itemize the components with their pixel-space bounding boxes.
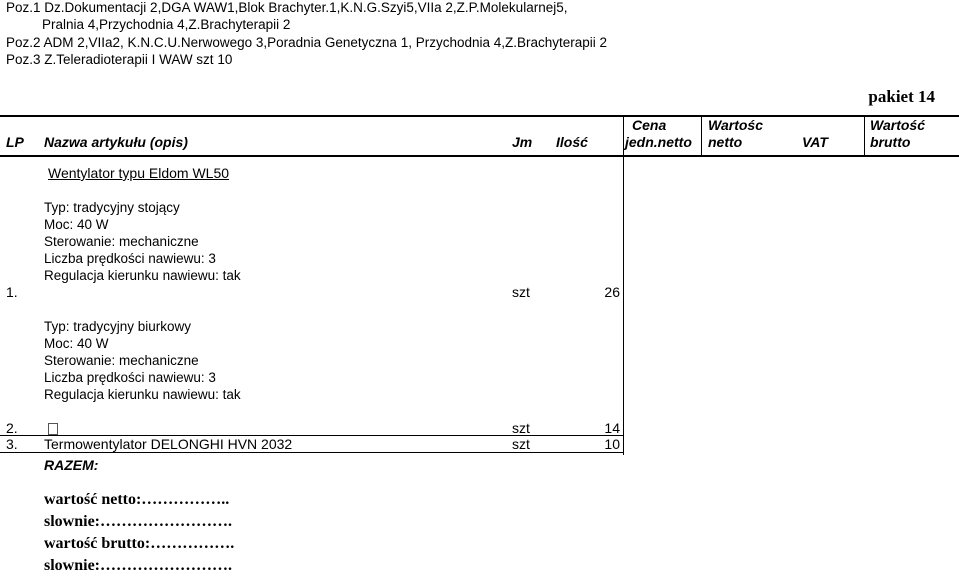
row-qty: 26 — [604, 284, 620, 300]
row-qty: 10 — [604, 436, 620, 452]
col-header-name: Nazwa artykułu (opis) — [44, 134, 188, 150]
col-header-cena-jedn: jedn.netto — [625, 134, 692, 150]
spec-line: Liczba prędkości nawiewu: 3 — [44, 370, 216, 385]
spec-line: Regulacja kierunku nawiewu: tak — [44, 268, 241, 283]
item-specs — [44, 199, 241, 284]
header-line-1: Poz.1 Dz.Dokumentacji 2,DGA WAW1,Blok Brachyter.1,K.N.G.Szyi5,VIIa 2,Z.P.Molekularnej5, — [6, 0, 568, 15]
col-header-vat: VAT — [802, 134, 828, 150]
row-lp: 2. — [6, 420, 18, 436]
row-divider — [0, 452, 624, 453]
col-header-ilosc: Ilość — [556, 134, 588, 150]
row-qty: 14 — [604, 420, 620, 436]
row-jm: szt — [512, 420, 530, 436]
spec-line: Moc: 40 W — [44, 336, 109, 351]
row-jm: szt — [512, 436, 530, 452]
table-top-border — [0, 115, 959, 117]
package-label: pakiet 14 — [868, 87, 935, 106]
header-line-2: Pralnia 4,Przychodnia 4,Z.Brachyterapii 2 — [42, 17, 291, 32]
row-name: Termowentylator DELONGHI HVN 2032 — [44, 436, 293, 452]
col-header-wartosc-brutto: Wartość — [870, 117, 925, 133]
net-value-line: wartość netto:…………….. — [44, 491, 230, 508]
col-divider-brutto — [864, 116, 865, 156]
gross-value-line: wartość brutto:……………. — [44, 535, 235, 552]
spec-line: Typ: tradycyjny stojący — [44, 200, 180, 215]
col-header-netto: netto — [708, 134, 743, 150]
col-divider-netto — [701, 116, 702, 156]
net-words-line: slownie:……………………. — [44, 513, 232, 530]
col-divider-cena — [623, 116, 624, 455]
row-lp: 3. — [6, 436, 18, 452]
spec-line: Sterowanie: mechaniczne — [44, 353, 199, 368]
col-header-brutto: brutto — [870, 134, 911, 150]
spec-line: Typ: tradycyjny biurkowy — [44, 319, 192, 334]
table-header-bottom-border — [0, 155, 959, 157]
gross-words-line: slownie:……………………. — [44, 557, 232, 574]
col-header-jm: Jm — [512, 134, 533, 150]
col-header-cena: Cena — [632, 117, 667, 133]
row-lp: 1. — [6, 284, 18, 300]
spec-line: Liczba prędkości nawiewu: 3 — [44, 251, 216, 266]
spec-line: Regulacja kierunku nawiewu: tak — [44, 387, 241, 402]
col-header-wartosc-netto: Wartośc — [708, 117, 763, 133]
row-jm: szt — [512, 284, 530, 300]
total-label: RAZEM: — [44, 457, 99, 473]
header-line-3: Poz.2 ADM 2,VIIa2, K.N.C.U.Nerwowego 3,Poradnia Genetyczna 1, Przychodnia 4,Z.Brachyterapii 2 — [6, 35, 608, 50]
spec-line: Sterowanie: mechaniczne — [44, 234, 199, 249]
header-line-4: Poz.3 Z.Teleradioterapii I WAW szt 10 — [6, 52, 233, 67]
item-title: Wentylator typu Eldom WL50 — [48, 165, 230, 181]
spec-line: Moc: 40 W — [44, 217, 109, 232]
item-specs — [44, 318, 241, 403]
row-divider — [0, 435, 624, 436]
col-header-lp: LP — [6, 134, 24, 150]
